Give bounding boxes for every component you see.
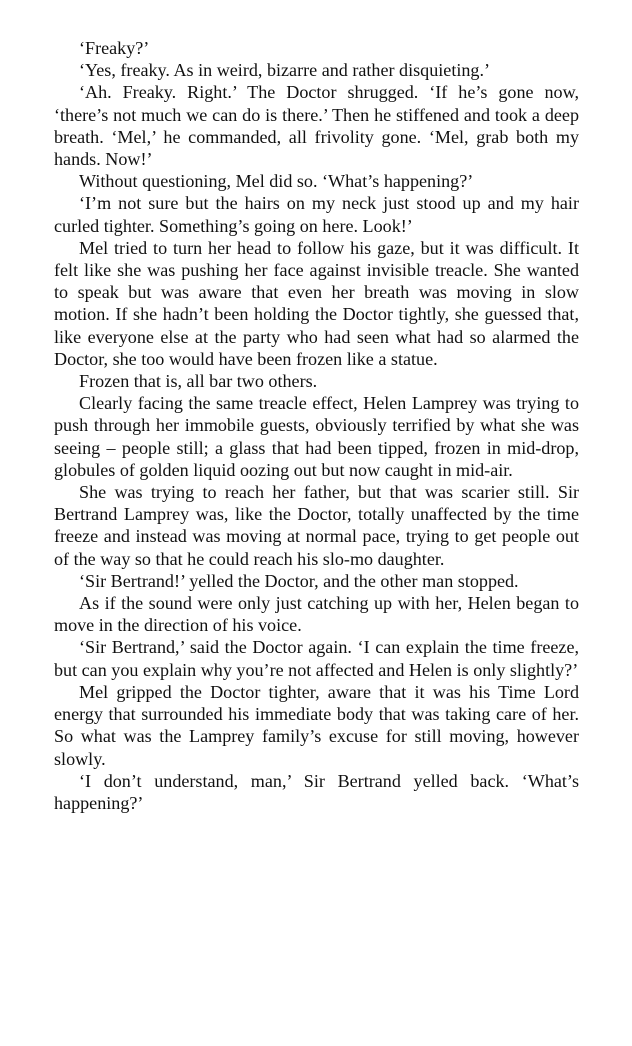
paragraph: ‘I don’t understand, man,’ Sir Bertrand yelled back. ‘What’s happening?’ bbox=[54, 770, 579, 813]
paragraph: ‘Freaky?’ bbox=[79, 38, 150, 58]
paragraph: ‘Yes, freaky. As in weird, bizarre and rather disquieting.’ bbox=[79, 60, 491, 81]
paragraph: ‘Sir Bertrand!’ yelled the Doctor, and the other man stopped. bbox=[79, 570, 519, 591]
paragraph: ‘Ah. Freaky. Right.’ The Doctor shrugged. ‘If he’s gone now, ‘there’s not much we can do is there.’ Then he stiffened and took a deep breath. ‘Mel,’ he commanded, all frivolity gone. ‘Mel, grab both my hands. Now!’ bbox=[54, 82, 579, 170]
paragraph: Mel tried to turn her head to follow his gaze, but it was difficult. It felt like she was pushing her face against invisible treacle. She wanted to speak but was aware that even her breath was moving in slow motion. If she hadn’t been holding the Doctor tightly, she guessed that, like everyone else at the party who had seen what had so alarmed the Doctor, she too would have been frozen like a statue. bbox=[54, 237, 579, 369]
paragraph: Clearly facing the same treacle effect, Helen Lamprey was trying to push through her immobile guests, obviously terrified by what she was seeing – people still; a glass that had been tipped, frozen in mid-drop, globules of golden liquid oozing out but now caught in mid-air. bbox=[54, 393, 579, 480]
paragraph: ‘I’m not sure but the hairs on my neck just stood up and my hair curled tighter. Something’s going on here. Look!’ bbox=[54, 193, 579, 236]
book-page bbox=[54, 37, 579, 814]
paragraph: Frozen that is, all bar two others. bbox=[79, 371, 318, 392]
paragraph: She was trying to reach her father, but that was scarier still. Sir Bertrand Lamprey was, like the Doctor, totally unaffected by the time freeze and instead was moving at normal pace, trying to get people out of the way so that he could reach his slo-mo daughter. bbox=[54, 482, 579, 569]
paragraph: As if the sound were only just catching up with her, Helen began to move in the direction of his voice. bbox=[54, 593, 579, 636]
paragraph: Without questioning, Mel did so. ‘What’s happening?’ bbox=[79, 171, 474, 192]
paragraph: Mel gripped the Doctor tighter, aware that it was his Time Lord energy that surrounded his immediate body that was taking care of her. So what was the Lamprey family’s excuse for still moving, however slowly. bbox=[54, 681, 579, 769]
paragraph: ‘Sir Bertrand,’ said the Doctor again. ‘I can explain the time freeze, but can you explain why you’re not affected and Helen is only slightly?’ bbox=[54, 637, 579, 680]
